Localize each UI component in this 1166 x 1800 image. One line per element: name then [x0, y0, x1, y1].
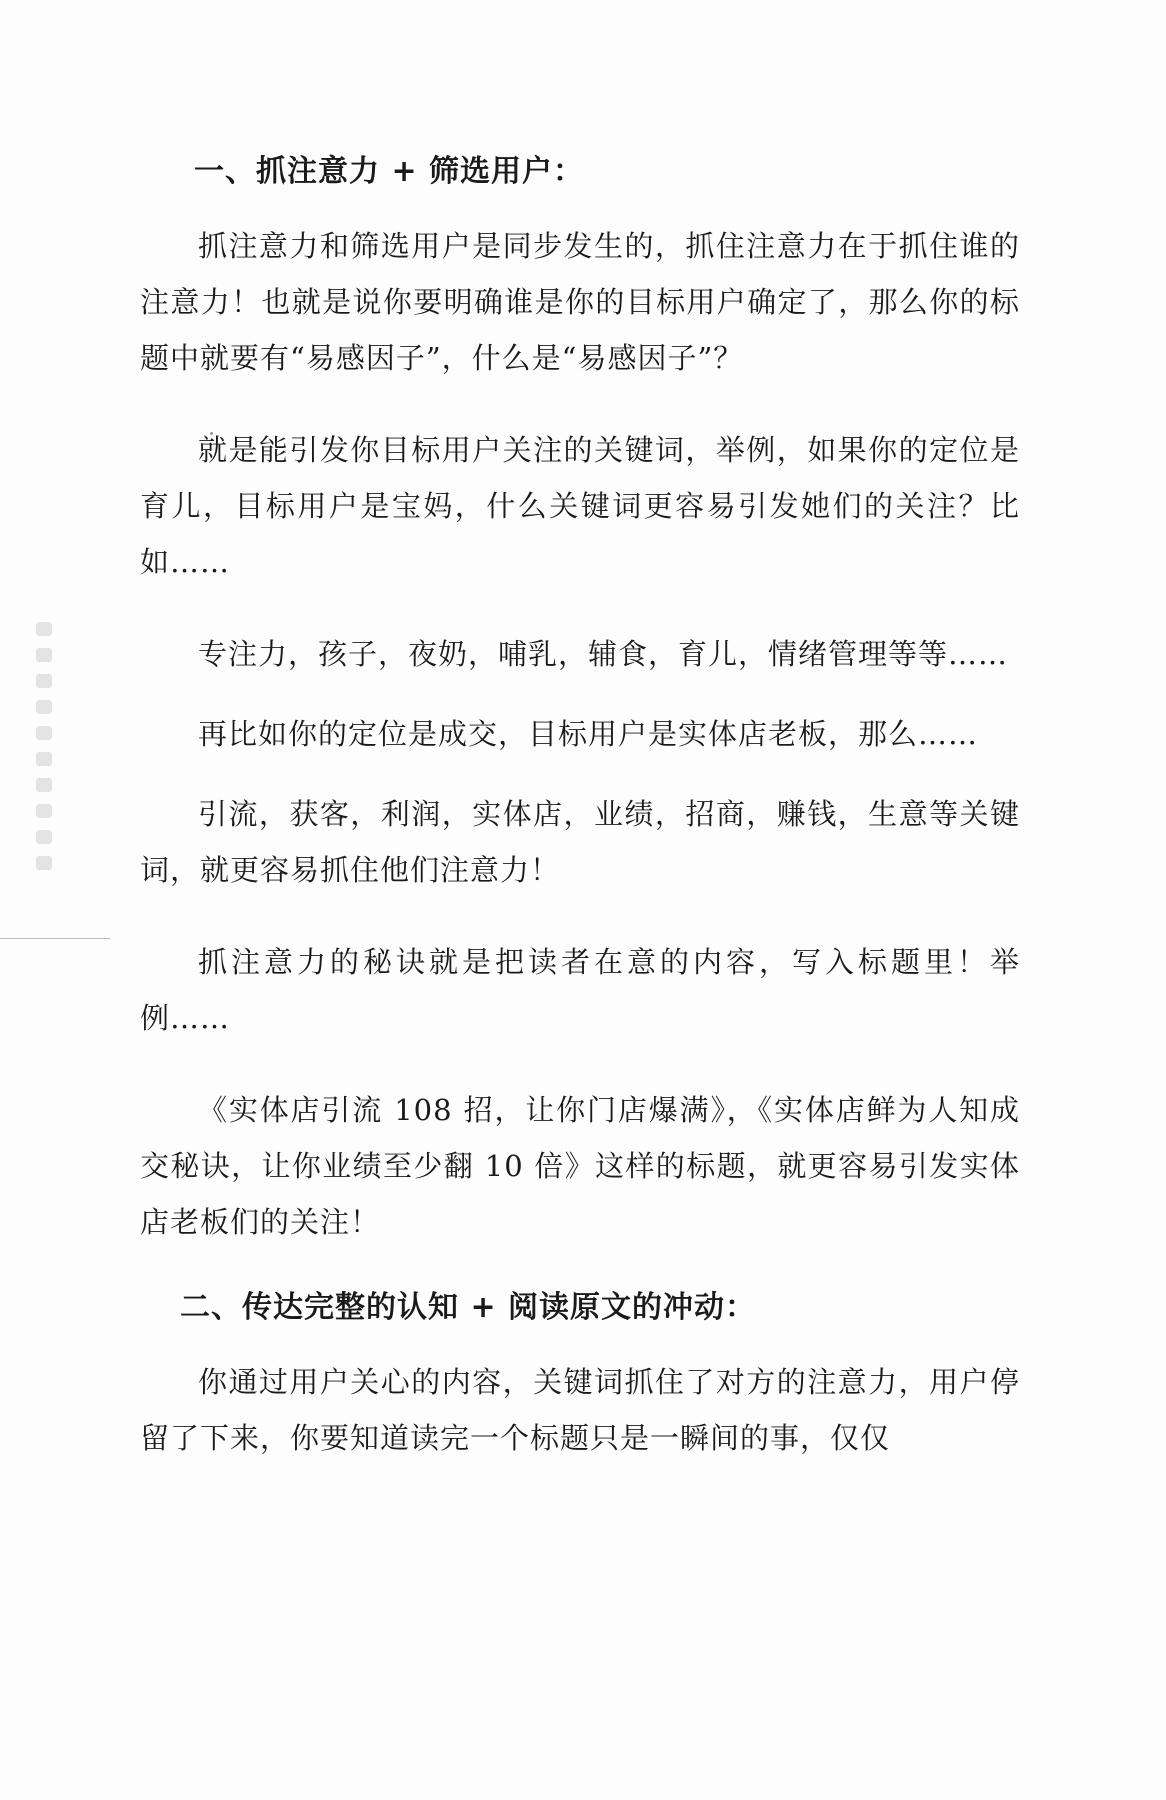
paragraph: 专注力，孩子，夜奶，哺乳，辅食，育儿，情绪管理等等…… [198, 637, 1009, 671]
section-heading-1: 一、抓注意力 + 筛选用户： [194, 154, 585, 189]
paragraph: 《实体店引流 108 招，让你门店爆满》，《实体店鲜为人知成交秘诀，让你业绩至少翻 10 倍》这样的标题，就更容易引发实体店老板们的关注！ [140, 1093, 1020, 1239]
paragraph: 抓注意力的秘诀就是把读者在意的内容，写入标题里！举例…… [140, 945, 1020, 1035]
paragraph: 引流，获客，利润，实体店，业绩，招商，赚钱，生意等关键词，就更容易抓住他们注意力！ [140, 797, 1020, 887]
paragraph: 你通过用户关心的内容，关键词抓住了对方的注意力，用户停留了下来，你要知道读完一个标题只是一瞬间的事，仅仅 [140, 1365, 1020, 1455]
paragraph: 再比如你的定位是成交，目标用户是实体店老板，那么…… [198, 717, 979, 751]
scan-bleed-marks [28, 610, 68, 960]
paragraph: 抓注意力和筛选用户是同步发生的，抓住注意力在于抓住谁的注意力！也就是说你要明确谁是你的目标用户确定了，那么你的标题中就要有“易感因子”，什么是“易感因子”？ [140, 229, 1020, 375]
paragraph: 就是能引发你目标用户关注的关键词，举例，如果你的定位是育儿，目标用户是宝妈，什么关键词更容易引发她们的关注？比如…… [140, 433, 1020, 579]
section-heading-2: 二、传达完整的认知 + 阅读原文的冲动： [180, 1290, 757, 1325]
scan-artifact-line [0, 938, 110, 939]
page-content [140, 150, 1020, 1466]
